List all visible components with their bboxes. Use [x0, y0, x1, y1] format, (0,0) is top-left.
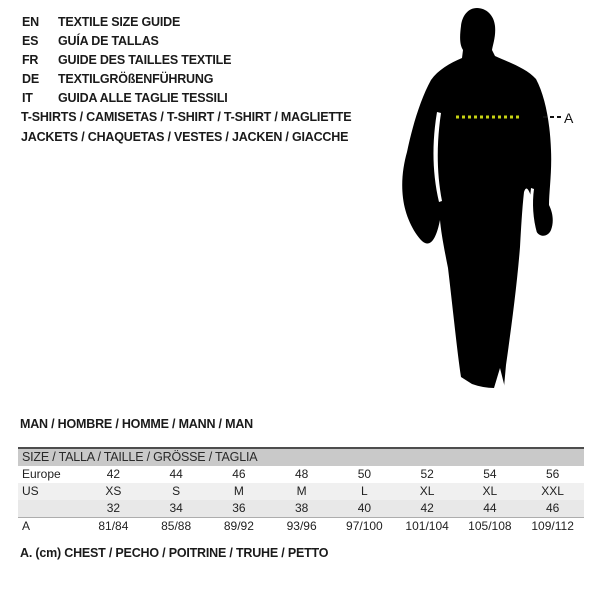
size-cell: 109/112: [521, 518, 584, 536]
table-row-chest-a: [18, 518, 584, 536]
size-cell: 44: [145, 466, 208, 483]
size-cell: 44: [459, 500, 522, 518]
size-cell: M: [208, 483, 271, 500]
size-cell: L: [333, 483, 396, 500]
size-cell: S: [145, 483, 208, 500]
language-row-en: [22, 13, 231, 32]
measure-label-a: A: [564, 110, 574, 126]
size-cell: 89/92: [208, 518, 271, 536]
size-cell: 32: [82, 500, 145, 518]
size-cell: 38: [270, 500, 333, 518]
size-cell: 42: [82, 466, 145, 483]
language-list: [22, 13, 231, 108]
size-cell: 52: [396, 466, 459, 483]
language-label: GUIDA ALLE TAGLIE TESSILI: [58, 91, 228, 105]
size-cell: 81/84: [82, 518, 145, 536]
language-code: IT: [22, 91, 33, 105]
size-cell: 36: [208, 500, 271, 518]
size-cell: M: [270, 483, 333, 500]
size-cell: 34: [145, 500, 208, 518]
size-cell: XL: [459, 483, 522, 500]
language-row-fr: [22, 51, 231, 70]
language-label: GUIDE DES TAILLES TEXTILE: [58, 53, 232, 67]
table-row-us: [18, 483, 584, 500]
table-row-numeric: [18, 500, 584, 518]
size-cell: 101/104: [396, 518, 459, 536]
size-cell: 46: [521, 500, 584, 518]
size-cell: XL: [396, 483, 459, 500]
table-row-europe: [18, 466, 584, 483]
language-label: TEXTILE SIZE GUIDE: [58, 15, 181, 29]
category-line-tshirts: T-SHIRTS / CAMISETAS / T-SHIRT / T-SHIRT / MAGLIETTE: [21, 110, 352, 124]
language-row-de: [22, 70, 231, 89]
size-cell: 93/96: [270, 518, 333, 536]
language-code: EN: [22, 15, 39, 29]
section-title-man: MAN / HOMBRE / HOMME / MANN / MAN: [20, 417, 253, 431]
size-cell: 40: [333, 500, 396, 518]
language-code: FR: [22, 53, 39, 67]
size-cell: XXL: [521, 483, 584, 500]
row-label: [18, 500, 82, 518]
language-label: TEXTILGRÖßENFÜHRUNG: [58, 72, 214, 86]
size-cell: 50: [333, 466, 396, 483]
category-line-jackets: JACKETS / CHAQUETAS / VESTES / JACKEN / GIACCHE: [21, 129, 349, 144]
category-list: [21, 108, 351, 147]
size-table-header: SIZE / TALLA / TAILLE / GRÖSSE / TAGLIA: [18, 448, 584, 466]
measurement-footnote: A. (cm) CHEST / PECHO / POITRINE / TRUHE / PETTO: [20, 546, 329, 560]
language-label: GUÍA DE TALLAS: [58, 34, 159, 48]
language-code: DE: [22, 72, 39, 86]
language-code: ES: [22, 34, 39, 48]
size-table: [18, 447, 584, 535]
size-cell: 85/88: [145, 518, 208, 536]
size-cell: 105/108: [459, 518, 522, 536]
size-cell: 48: [270, 466, 333, 483]
row-label: US: [18, 483, 82, 500]
size-cell: 46: [208, 466, 271, 483]
size-table-header-row: [18, 448, 584, 466]
size-cell: 42: [396, 500, 459, 518]
row-label: A: [18, 518, 82, 536]
size-cell: 56: [521, 466, 584, 483]
size-cell: 97/100: [333, 518, 396, 536]
size-cell: 54: [459, 466, 522, 483]
man-silhouette-figure: [394, 0, 580, 396]
row-label: Europe: [18, 466, 82, 483]
language-row-es: [22, 32, 231, 51]
language-row-it: [22, 89, 231, 108]
size-cell: XS: [82, 483, 145, 500]
